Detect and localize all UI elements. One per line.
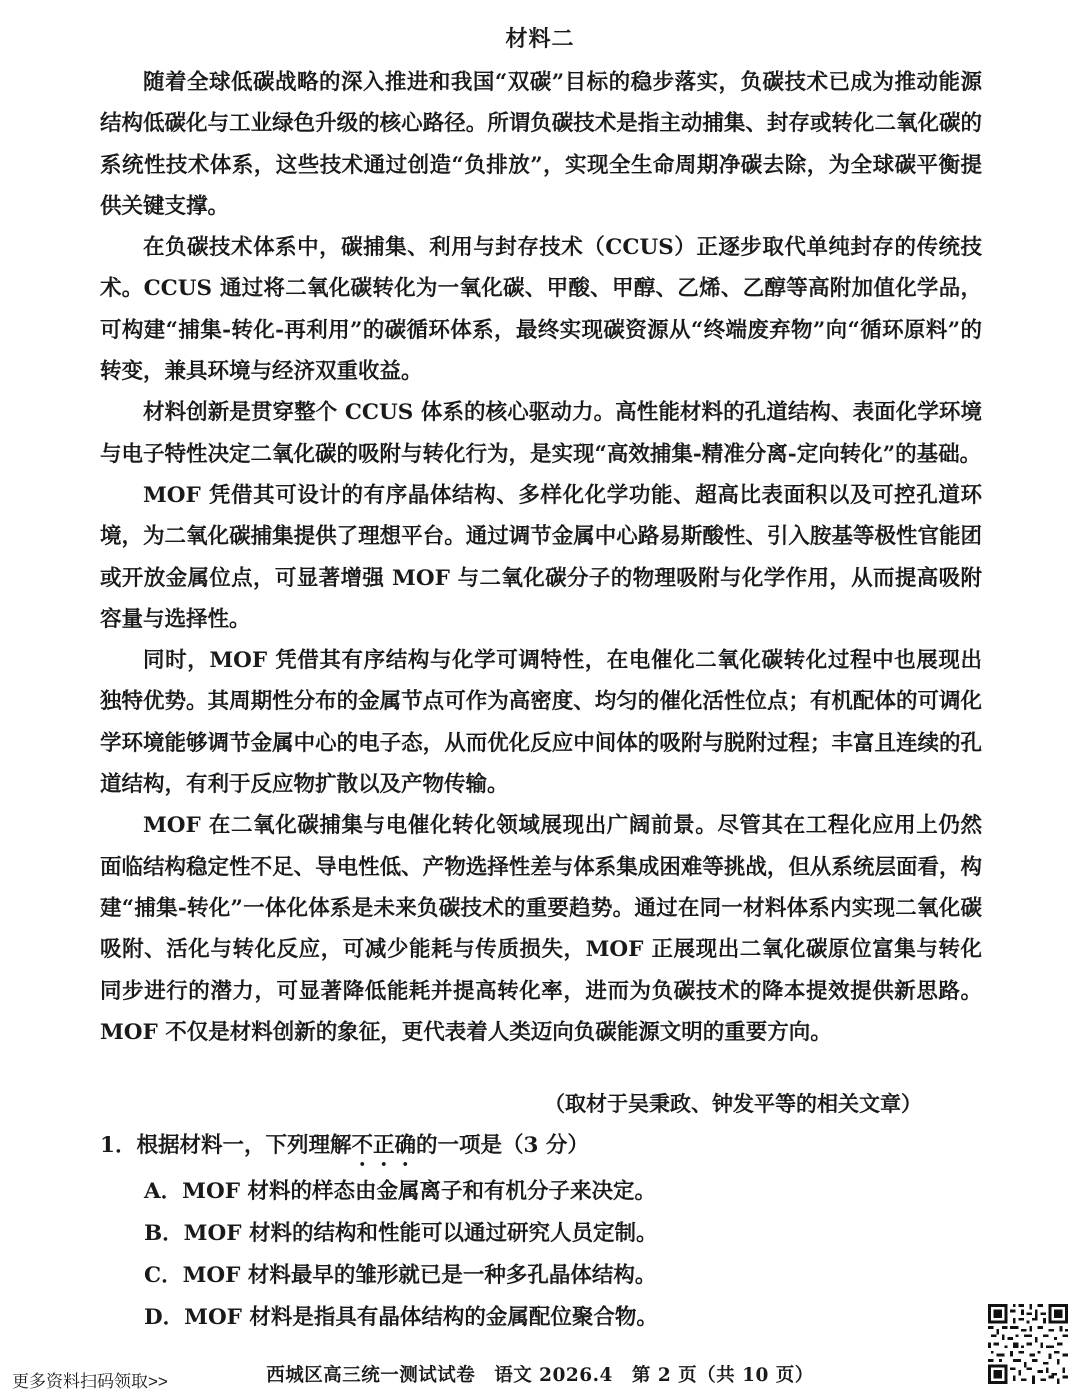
more-info-link[interactable]: 更多资料扫码领取>> [12,1372,168,1391]
option-c[interactable]: C．MOF 材料最早的雏形就已是一种多孔晶体结构。 [144,1263,657,1288]
question-suffix: 的一项是（3 分） [415,1133,589,1158]
option-d[interactable]: D．MOF 材料是指具有晶体结构的金属配位聚合物。 [144,1305,658,1330]
material-title: 材料二 [505,26,575,52]
paragraph-1: 随着全球低碳战略的深入推进和我国“双碳”目标的稳步落实，负碳技术已成为推动能源结构低碳化与工业绿色升级的核心路径。所谓负碳技术是指主动捕集、封存或转化二氧化碳的系统性技术体系，这些技术通过创造“负排放”，实现全生命周期净碳去除，为全球碳平衡提供关键支撑。 [100,70,982,219]
question-prefix: 1．根据材料一，下列理解 [100,1133,352,1158]
paragraph-4: MOF 凭借其可设计的有序晶体结构、多样化化学功能、超高比表面积以及可控孔道环境，为二氧化碳捕集提供了理想平台。通过调节金属中心路易斯酸性、引入胺基等极性官能团或开放金属位点，可显著增强 MOF 与二氧化碳分子的物理吸附与化学作用，从而提高吸附容量与选择性。 [100,482,982,632]
question-stem [100,1125,980,1171]
option-a[interactable]: A．MOF 材料的样态由金属离子和有机分子来决定。 [144,1179,656,1204]
source-citation: （取材于吴秉政、钟发平等的相关文章） [544,1091,922,1116]
paragraph-5: 同时，MOF 凭借其有序结构与化学可调特性，在电催化二氧化碳转化过程中也展现出独特优势。其周期性分布的金属节点可作为高密度、均匀的催化活性位点；有机配体的可调化学环境能够调节金属中心的电子态，从而优化反应中间体的吸附与脱附过程；丰富且连续的孔道结构，有利于反应物扩散以及产物传输。 [100,648,982,798]
option-b[interactable]: B．MOF 材料的结构和性能可以通过研究人员定制。 [144,1221,658,1246]
article-body [100,62,982,1053]
question-emphasis: 不正确 [351,1133,416,1158]
question-1 [100,1125,980,1339]
paragraph-6: MOF 在二氧化碳捕集与电催化转化领域展现出广阔前景。尽管其在工程化应用上仍然面临结构稳定性不足、导电性低、产物选择性差与体系集成困难等挑战，但从系统层面看，构建“捕集-转化”一体化体系是未来负碳技术的重要趋势。通过在同一材料体系内实现二氧化碳吸附、活化与转化反应，可减少能耗与传质损失，MOF 正展现出二氧化碳原位富集与转化同步进行的潜力，可显著降低能耗并提高转化率，进而为负碳技术的降本提效提供新思路。MOF 不仅是材料创新的象征，更代表着人类迈向负碳能源文明的重要方向。 [100,813,982,1045]
page-footer: 西城区高三统一测试试卷 语文 2026.4 第 2 页（共 10 页） [266,1365,814,1386]
paragraph-2: 在负碳技术体系中，碳捕集、利用与封存技术（CCUS）正逐步取代单纯封存的传统技术。CCUS 通过将二氧化碳转化为一氧化碳、甲酸、甲醇、乙烯、乙醇等高附加值化学品，可构建“捕集-转化-再利用”的碳循环体系，最终实现碳资源从“终端废弃物”向“循环原料”的转变，兼具环境与经济双重收益。 [100,235,982,385]
paragraph-3: 材料创新是贯穿整个 CCUS 体系的核心驱动力。高性能材料的孔道结构、表面化学环境与电子特性决定二氧化碳的吸附与转化行为，是实现“高效捕集-精准分离-定向转化”的基础。 [100,400,982,467]
